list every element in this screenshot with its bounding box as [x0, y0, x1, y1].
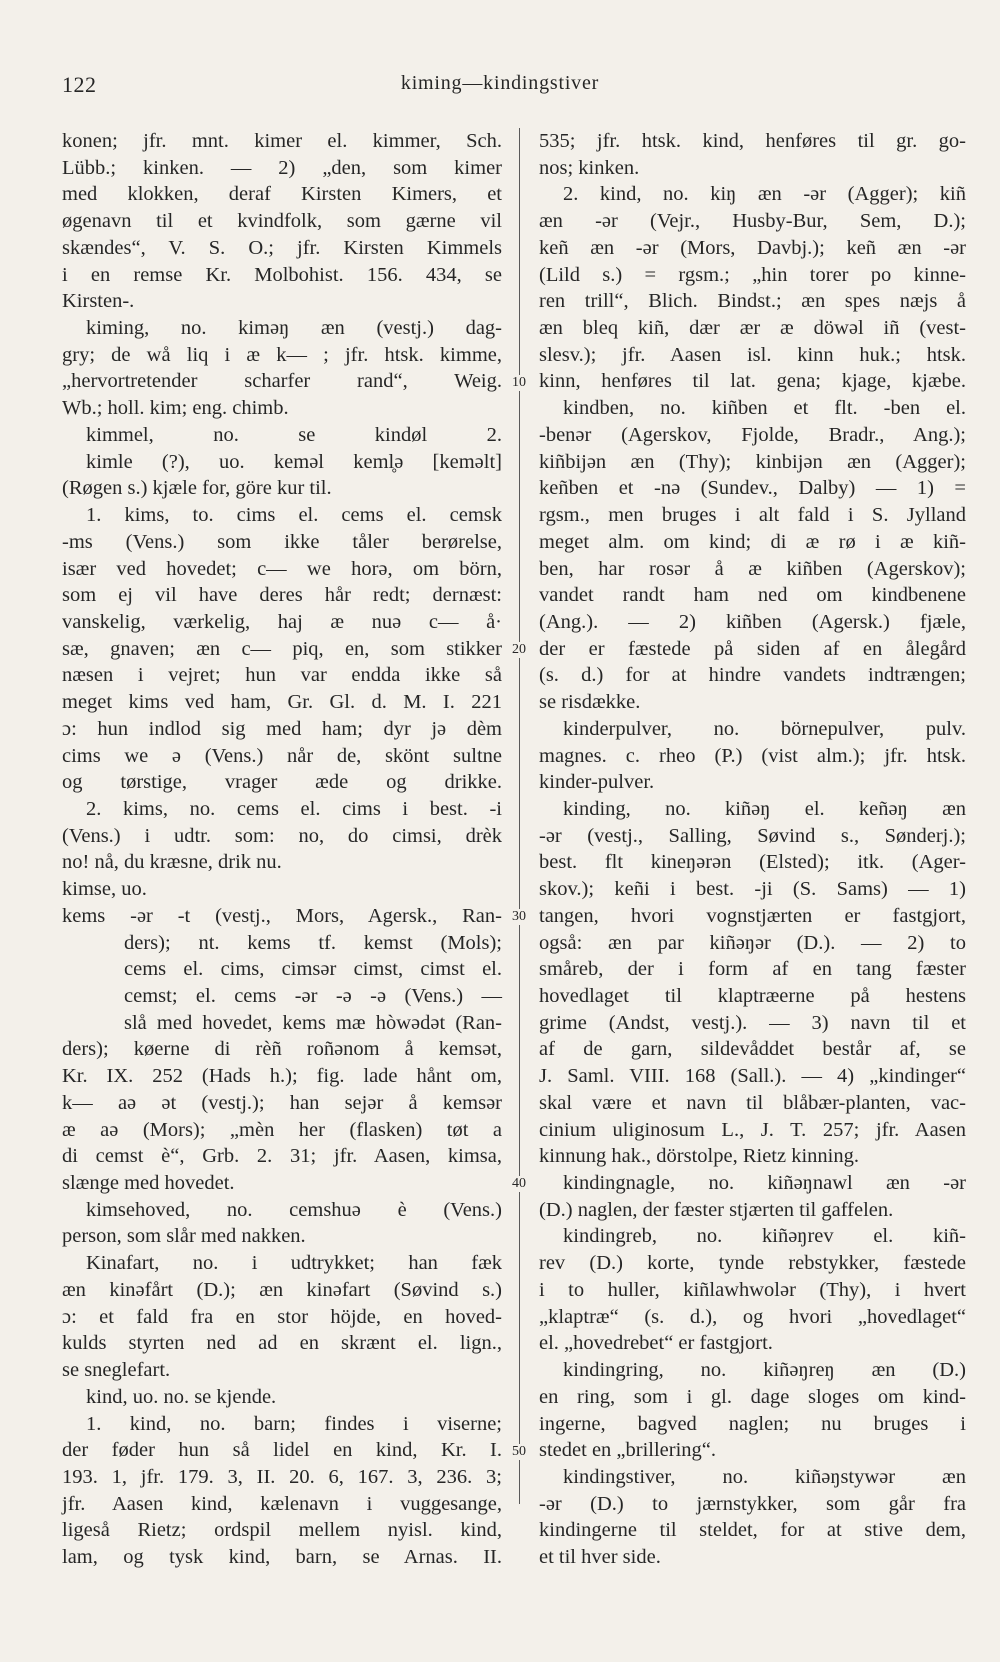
text-line: k— aə ət (vestj.); han sejər å kemsər [62, 1091, 502, 1114]
text-line: kindingring, no. kiñəŋreŋ æn (D.) [563, 1359, 966, 1382]
text-line: især ved hovedet; c— we horə, om börn, [62, 557, 502, 580]
text-line: (s. d.) for at hindre vandets indtrængen; [539, 664, 966, 687]
text-line: Kinafart, no. i udtrykket; han fæk [86, 1252, 502, 1275]
text-line: grime (Andst, vestj.). — 3) navn til et [539, 1011, 966, 1034]
text-line: skændes“, V. S. O.; jfr. Kirsten Kimmels [62, 236, 502, 259]
text-line: Kr. IX. 252 (Hads h.); fig. lade hånt om, [62, 1065, 502, 1088]
text-line: -ms (Vens.) som ikke tåler berørelse, [62, 530, 502, 553]
text-line: æn bleq kiñ, dær ær æ döwəl iñ (vest- [539, 317, 966, 340]
text-line: kiming, no. kiməŋ æn (vestj.) dag- [86, 317, 502, 340]
text-line: best. flt kineŋərən (Elsted); itk. (Ager- [539, 851, 966, 874]
text-line: Kirsten-. [62, 290, 135, 313]
text-line: gry; de wå liq i æ k— ; jfr. htsk. kimme, [62, 343, 502, 366]
text-line: (Lild s.) = rgsm.; „hin torer po kinne- [539, 263, 966, 286]
column-divider [519, 128, 520, 1504]
text-line: 2. kims, no. cems el. cims i best. -i [86, 797, 502, 820]
text-line: di cemst è“, Grb. 2. 31; jfr. Aasen, kimsa, [62, 1145, 502, 1168]
text-line: se sneglefart. [62, 1359, 171, 1382]
text-line: cemst; el. cems -ər -ə -ə (Vens.) — [124, 985, 502, 1007]
line-number: 40 [508, 1176, 530, 1192]
text-line: kulds styrten ned ad en skrænt el. lign., [62, 1332, 502, 1355]
text-line: keñ æn -ər (Mors, Davbj.); keñ æn -ər [539, 236, 966, 259]
right-column [539, 128, 966, 1571]
text-line: kinnung hak., dörstolpe, Rietz kinning. [539, 1145, 859, 1168]
text-line: øgenavn til et kvindfolk, som gærne vil [62, 210, 502, 233]
text-line: æn kinəfårt (D.); æn kinəfart (Søvind s.) [62, 1278, 502, 1301]
text-line: kindingreb, no. kiñəŋrev el. kiñ- [563, 1225, 966, 1248]
text-line: også: æn par kiñəŋər (D.). — 2) to [539, 931, 966, 954]
text-line: konen; jfr. mnt. kimer el. kimmer, Sch. [62, 130, 502, 152]
text-line: småreb, der i form af en tang fæster [539, 958, 966, 981]
text-line: rev (D.) korte, tynde rebstykker, fæstede [539, 1252, 966, 1275]
text-line: no! nå, du kræsne, drik nu. [62, 851, 282, 874]
text-line: kinding, no. kiñəŋ el. keñəŋ æn [563, 797, 966, 820]
text-line: rgsm., men bruges i alt fald i S. Jylland [539, 504, 966, 527]
text-line: 1. kind, no. barn; findes i viserne; [86, 1412, 502, 1435]
text-line: æ aə (Mors); „mèn her (flasken) tøt a [62, 1118, 502, 1141]
text-line: kindben, no. kiñben et flt. -ben el. [563, 397, 966, 420]
text-line: (D.) naglen, der fæster stjærten til gaffelen. [539, 1198, 894, 1221]
text-line: kimmel, no. se kindøl 2. [86, 423, 502, 446]
text-line: en ring, som i gl. dage sloges om kind- [539, 1385, 966, 1408]
text-line: æn -ər (Vejr., Husby-Bur, Sem, D.); [539, 210, 966, 233]
text-line: som ej vil have deres hår redt; dernæst: [62, 584, 502, 607]
text-line: ingerne, bagved naglen; nu bruges i [539, 1412, 966, 1435]
text-line: Lübb.; kinken. — 2) „den, som kimer [62, 156, 502, 179]
text-line: vandet randt ham ned om kindbenene [539, 584, 966, 607]
text-line: der er fæstede på siden af en ålegård [539, 637, 966, 660]
text-line: kimse, uo. [62, 878, 147, 901]
text-line: cims we ə (Vens.) når de, skönt sultne [62, 744, 502, 767]
running-head: kiming—kindingstiver [400, 72, 600, 94]
text-line: kindingstiver, no. kiñəŋstywər æn [563, 1465, 966, 1488]
left-column [62, 128, 502, 1571]
text-line: -ər (D.) to jærnstykker, som går fra [539, 1492, 966, 1515]
text-line: i to huller, kiñlawhwolər (Thy), i hvert [539, 1278, 966, 1301]
text-line: ders); køerne di rèñ roñənom å kemsət, [62, 1038, 502, 1061]
line-number: 10 [508, 375, 530, 391]
text-line: hovedlaget til klaptræerne på hestens [539, 985, 966, 1007]
text-line: kiñbijən æn (Thy); kinbijən æn (Agger); [539, 450, 966, 473]
text-line: kindingnagle, no. kiñəŋnawl æn -ər [563, 1172, 966, 1195]
text-line: keñben et -nə (Sundev., Dalby) — 1) = [539, 477, 966, 500]
text-line: jfr. Aasen kind, kælenavn i vuggesange, [62, 1492, 502, 1515]
text-line: kinder-pulver. [539, 771, 655, 794]
text-line: af de garn, sildevåddet består af, se [539, 1038, 966, 1061]
text-line: J. Saml. VIII. 168 (Sall.). — 4) „kindinger“ [539, 1065, 966, 1088]
line-number: 30 [508, 909, 530, 925]
line-number: 20 [508, 642, 530, 658]
text-line: meget kims ved ham, Gr. Gl. d. M. I. 221 [62, 691, 502, 714]
text-line: sæ, gnaven; æn c— piq, en, som stikker [62, 637, 502, 660]
text-line: slænge med hovedet. [62, 1172, 235, 1195]
line-number: 50 [508, 1444, 530, 1460]
text-line: kimsehoved, no. cemshuə è (Vens.) [86, 1198, 502, 1221]
text-line: ɔ: hun indlod sig med ham; dyr jə dèm [62, 717, 502, 740]
text-line: skov.); keñi i best. -ji (S. Sams) — 1) [539, 878, 966, 901]
text-line: tangen, hvori vognstjærten er fastgjort, [539, 904, 966, 927]
text-line: nos; kinken. [539, 156, 640, 179]
text-line: -benər (Agerskov, Fjolde, Bradr., Ang.); [539, 423, 966, 446]
text-line: „klaptræ“ (s. d.), og hvori „hovedlaget“ [539, 1305, 966, 1328]
text-line: ren trill“, Blich. Bindst.; æn spes næjs å [539, 290, 966, 313]
text-line: el. „hovedrebet“ er fastgjort. [539, 1332, 773, 1355]
text-line: „hervortretender scharfer rand“, Weig. [62, 370, 502, 393]
text-line: person, som slår med nakken. [62, 1225, 306, 1248]
text-line: se risdække. [539, 691, 641, 714]
text-line: kind, uo. no. se kjende. [86, 1385, 277, 1408]
text-line: Wb.; holl. kim; eng. chimb. [62, 397, 289, 420]
text-line: (Ang.). — 2) kiñben (Agersk.) fjæle, [539, 610, 966, 633]
text-line: cinium uliginosum L., J. T. 257; jfr. Aasen [539, 1118, 966, 1141]
text-line: ɔ: et fald fra en stor höjde, en hoved- [62, 1305, 502, 1328]
text-line: stedet en „brillering“. [539, 1439, 717, 1462]
text-line: vanskelig, værkelig, haj æ nuə c— å· [62, 610, 502, 633]
text-line: der føder hun så lidel en kind, Kr. I. [62, 1439, 502, 1462]
text-line: i en remse Kr. Molbohist. 156. 434, se [62, 263, 502, 286]
text-line: et til hver side. [539, 1546, 661, 1569]
text-line: 1. kims, to. cims el. cems el. cemsk [86, 504, 502, 527]
text-line: cems el. cims, cimsər cimst, cimst el. [124, 958, 502, 981]
text-line: (Røgen s.) kjæle for, göre kur til. [62, 477, 332, 500]
text-line: magnes. c. rheo (P.) (vist alm.); jfr. htsk. [539, 744, 966, 767]
text-line: lam, og tysk kind, barn, se Arnas. II. [62, 1546, 502, 1569]
text-line: slesv.); jfr. Aasen isl. kinn huk.; htsk. [539, 343, 966, 366]
text-line: meget alm. om kind; di æ rø i æ kiñ- [539, 530, 966, 553]
text-line: kindingerne til steldet, for at stive dem, [539, 1519, 966, 1542]
text-line: ben, har rosər å æ kiñben (Agerskov); [539, 557, 966, 580]
text-line: 2. kind, no. kiŋ æn -ər (Agger); kiñ [563, 183, 966, 206]
text-line: -ər (vestj., Salling, Søvind s., Sønderj.); [539, 824, 966, 847]
page-number: 122 [62, 72, 97, 97]
text-line: næsen i vejret; hun var endda ikke så [62, 664, 502, 687]
text-line: ligeså Rietz; ordspil mellem nyisl. kind, [62, 1519, 502, 1542]
text-line: med klokken, deraf Kirsten Kimers, et [62, 183, 502, 206]
text-line: kems -ər -t (vestj., Mors, Agersk., Ran- [62, 904, 502, 927]
text-line: kinderpulver, no. börnepulver, pulv. [563, 717, 966, 740]
text-line: 193. 1, jfr. 179. 3, II. 20. 6, 167. 3, 236. 3; [62, 1465, 502, 1488]
text-line: skal være et navn til blåbær-planten, vac- [539, 1091, 966, 1114]
text-line: ders); nt. kems tf. kemst (Mols); [124, 931, 502, 954]
text-line: og tørstige, vrager æde og drikke. [62, 771, 502, 794]
text-line: kimle (?), uo. keməl keml̥ə [keməlt] [86, 450, 502, 473]
page-header [0, 72, 1000, 102]
text-line: 535; jfr. htsk. kind, henføres til gr. go- [539, 130, 966, 152]
text-line: slå med hovedet, kems mæ hòwədət (Ran- [124, 1011, 502, 1034]
text-line: kinn, henføres til lat. gena; kjage, kjæbe. [539, 370, 966, 393]
text-line: (Vens.) i udtr. som: no, do cimsi, drèk [62, 824, 502, 847]
